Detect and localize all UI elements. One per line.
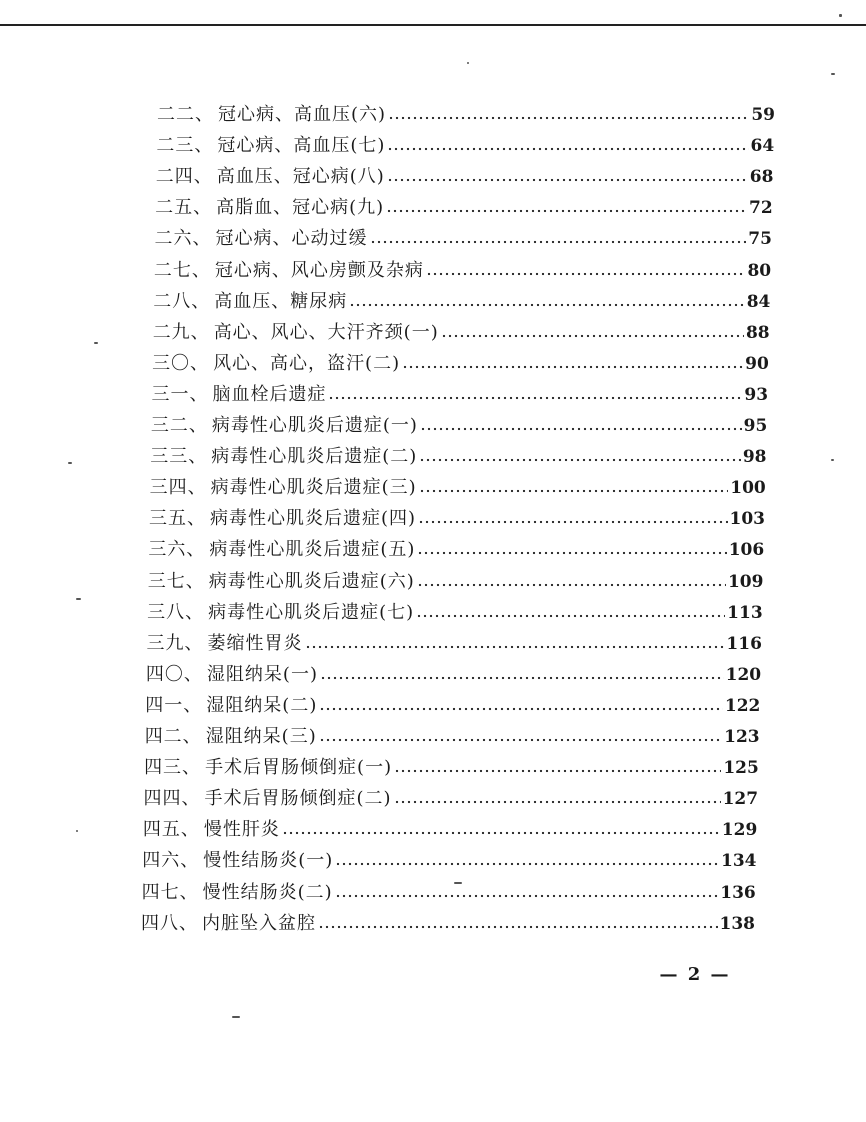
toc-entry-number: 四〇、 [145, 663, 203, 685]
dot-leader [349, 302, 744, 308]
toc-entry-title: 病毒性心肌炎后遗症(六) [208, 570, 415, 592]
toc-entry-page: 64 [750, 136, 775, 157]
toc-entry-page: 134 [721, 851, 757, 872]
toc-entry-number: 三五、 [149, 508, 206, 530]
toc-entry-title: 病毒性心肌炎后遗症(三) [210, 477, 417, 499]
toc-entry-title: 病毒性心肌炎后遗症(五) [209, 539, 416, 561]
dot-leader [417, 550, 726, 556]
toc-entry-page: 59 [751, 105, 775, 125]
toc-entry [155, 226, 772, 252]
toc-entry-page: 68 [749, 167, 774, 188]
dot-leader [394, 799, 721, 805]
toc-entry-page: 88 [745, 322, 770, 343]
toc-entry-number: 三三、 [150, 446, 208, 468]
toc-entry-number: 四二、 [144, 726, 202, 747]
toc-entry [147, 631, 762, 657]
toc-entry-title: 冠心病、高血压(七) [217, 135, 386, 157]
dot-leader [394, 768, 721, 774]
toc-entry-title: 冠心病、高血压(六) [218, 104, 387, 125]
toc-entry-title: 慢性肝炎 [203, 819, 280, 841]
toc-entry-page: 122 [724, 695, 761, 716]
toc-entry-number: 三二、 [150, 415, 208, 436]
toc-entry [146, 662, 761, 688]
toc-entry-number: 二二、 [157, 104, 214, 125]
toc-entry-title: 病毒性心肌炎后遗症(二) [211, 446, 418, 468]
dot-leader [370, 239, 747, 245]
toc-entry-page: 103 [729, 509, 765, 530]
scan-speck [831, 459, 834, 461]
toc-entry-page: 125 [723, 758, 759, 779]
toc-entry-page: 84 [746, 291, 771, 312]
toc-entry [157, 102, 775, 128]
toc-entry [154, 258, 771, 284]
dot-leader [319, 737, 722, 743]
scan-speck [831, 73, 835, 75]
scan-speck [76, 598, 81, 600]
toc-entry-number: 四四、 [143, 788, 201, 810]
toc-entry-title: 风心、高心，盗汗(二) [213, 352, 401, 374]
toc-entry-title: 手术后胃肠倾倒症(二) [204, 788, 392, 810]
toc-entry [148, 537, 764, 563]
toc-entry-title: 内脏坠入盆腔 [202, 912, 316, 934]
toc-entry-title: 冠心病、心动过缓 [215, 228, 368, 250]
dot-leader [335, 893, 719, 899]
toc-entry-title: 萎缩性胃炎 [207, 632, 303, 654]
toc-entry-title: 病毒性心肌炎后遗症(一) [211, 415, 418, 436]
toc-entry-title: 湿阻纳呆(二) [206, 694, 318, 716]
toc-entry-number: 二四、 [155, 166, 213, 188]
toc-entry-page: 123 [724, 727, 760, 747]
toc-entry [155, 195, 773, 221]
scan-speck [232, 1016, 240, 1018]
toc-entry-number: 二五、 [155, 197, 213, 219]
toc-entry-number: 三四、 [149, 477, 207, 499]
toc-entry-number: 三九、 [146, 632, 204, 654]
toc-entry-page: 98 [742, 447, 767, 468]
toc-entry-title: 高血压、冠心病(八) [216, 166, 385, 188]
toc-entry [143, 817, 757, 843]
dot-leader [420, 426, 742, 432]
dot-leader [318, 924, 718, 930]
toc-entry [150, 444, 766, 470]
toc-entry-page: 116 [726, 633, 762, 654]
toc-entry-page: 127 [722, 789, 759, 810]
toc-entry [153, 320, 770, 346]
toc-entry-page: 75 [748, 229, 772, 250]
toc-entry-number: 二六、 [154, 228, 212, 250]
dot-leader [402, 364, 743, 370]
toc-entry-number: 四三、 [144, 757, 202, 779]
toc-entry [142, 880, 756, 906]
scan-speck [839, 14, 842, 17]
toc-entry-page: 72 [749, 198, 773, 219]
dot-leader [388, 115, 749, 121]
toc-entry-number: 四五、 [142, 819, 200, 841]
toc-entry-number: 四七、 [141, 881, 199, 903]
toc-entry-number: 三〇、 [152, 352, 210, 374]
toc-entry-page: 95 [743, 416, 768, 436]
toc-entry-number: 三七、 [147, 570, 205, 592]
scan-speck [76, 830, 78, 832]
dot-leader [387, 146, 748, 152]
toc-entry-number: 三一、 [151, 383, 209, 405]
toc-entry [141, 911, 755, 937]
toc-entry-number: 二三、 [156, 135, 214, 157]
toc-entry [149, 506, 765, 532]
toc-entry-title: 病毒性心肌炎后遗症(七) [208, 601, 415, 623]
toc-entry-page: 93 [744, 384, 769, 405]
toc-entry-title: 病毒性心肌炎后遗症(四) [210, 508, 417, 530]
dot-leader [416, 613, 725, 619]
toc-entry-page: 80 [747, 260, 772, 281]
toc-entry [143, 786, 758, 812]
toc-entry [144, 755, 759, 781]
toc-entry [156, 133, 774, 159]
toc-entry-number: 二九、 [152, 321, 210, 343]
toc-entry [145, 693, 760, 719]
dot-leader [282, 830, 720, 836]
dot-leader [335, 861, 719, 867]
dot-leader [328, 395, 742, 401]
toc-entry [152, 351, 769, 377]
toc-entry [142, 848, 756, 874]
dot-leader [319, 706, 723, 712]
dot-leader [418, 519, 727, 525]
toc-entry-title: 高脂血、冠心病(九) [216, 197, 385, 219]
toc-entry-number: 四一、 [145, 694, 203, 716]
table-of-contents [0, 102, 866, 952]
toc-entry [153, 289, 770, 315]
toc-entry [156, 164, 774, 190]
toc-entry [147, 600, 763, 626]
toc-entry-title: 手术后胃肠倾倒症(一) [205, 757, 393, 779]
dot-leader [441, 333, 744, 339]
dot-leader [305, 644, 725, 650]
dot-leader [386, 208, 747, 214]
toc-entry-title: 脑血栓后遗症 [212, 383, 327, 405]
toc-entry [148, 569, 764, 595]
scan-speck [94, 342, 98, 344]
toc-entry-title: 高血压、糖尿病 [214, 290, 348, 312]
page-number: — 2 — [659, 964, 731, 985]
toc-entry [150, 475, 766, 501]
toc-entry-page: 136 [720, 882, 756, 903]
toc-entry-title: 慢性结肠炎(二) [202, 881, 333, 903]
toc-entry-title: 冠心病、风心房颤及杂病 [214, 259, 424, 281]
toc-entry-title: 慢性结肠炎(一) [203, 850, 334, 872]
toc-entry-number: 四六、 [142, 850, 200, 872]
toc-entry [151, 382, 768, 408]
toc-entry-number: 二八、 [153, 290, 211, 312]
toc-entry-title: 湿阻纳呆(一) [206, 663, 318, 685]
toc-entry-number: 三八、 [147, 601, 205, 623]
toc-entry-page: 100 [730, 478, 766, 499]
top-rule [0, 24, 866, 26]
toc-entry-page: 138 [719, 913, 755, 934]
dot-leader [387, 177, 748, 183]
scan-speck [467, 62, 469, 64]
toc-entry-page: 120 [725, 664, 762, 685]
scan-speck [68, 462, 72, 464]
dot-leader [419, 457, 741, 463]
dot-leader [426, 271, 746, 277]
toc-entry-number: 三六、 [148, 539, 206, 561]
toc-entry-number: 四八、 [141, 912, 198, 934]
toc-entry-title: 高心、风心、大汗齐颈(一) [213, 321, 439, 343]
toc-entry-title: 湿阻纳呆(三) [205, 726, 317, 747]
dot-leader [417, 582, 726, 588]
toc-entry [151, 413, 767, 439]
toc-entry [145, 724, 760, 750]
toc-entry-page: 113 [727, 602, 763, 623]
toc-entry-number: 二七、 [153, 259, 211, 281]
toc-entry-page: 109 [727, 571, 764, 592]
toc-entry-page: 129 [721, 820, 758, 841]
scan-speck [454, 882, 462, 884]
toc-entry-page: 90 [745, 353, 769, 374]
toc-entry-page: 106 [728, 540, 765, 561]
dot-leader [320, 675, 724, 681]
dot-leader [419, 488, 729, 494]
